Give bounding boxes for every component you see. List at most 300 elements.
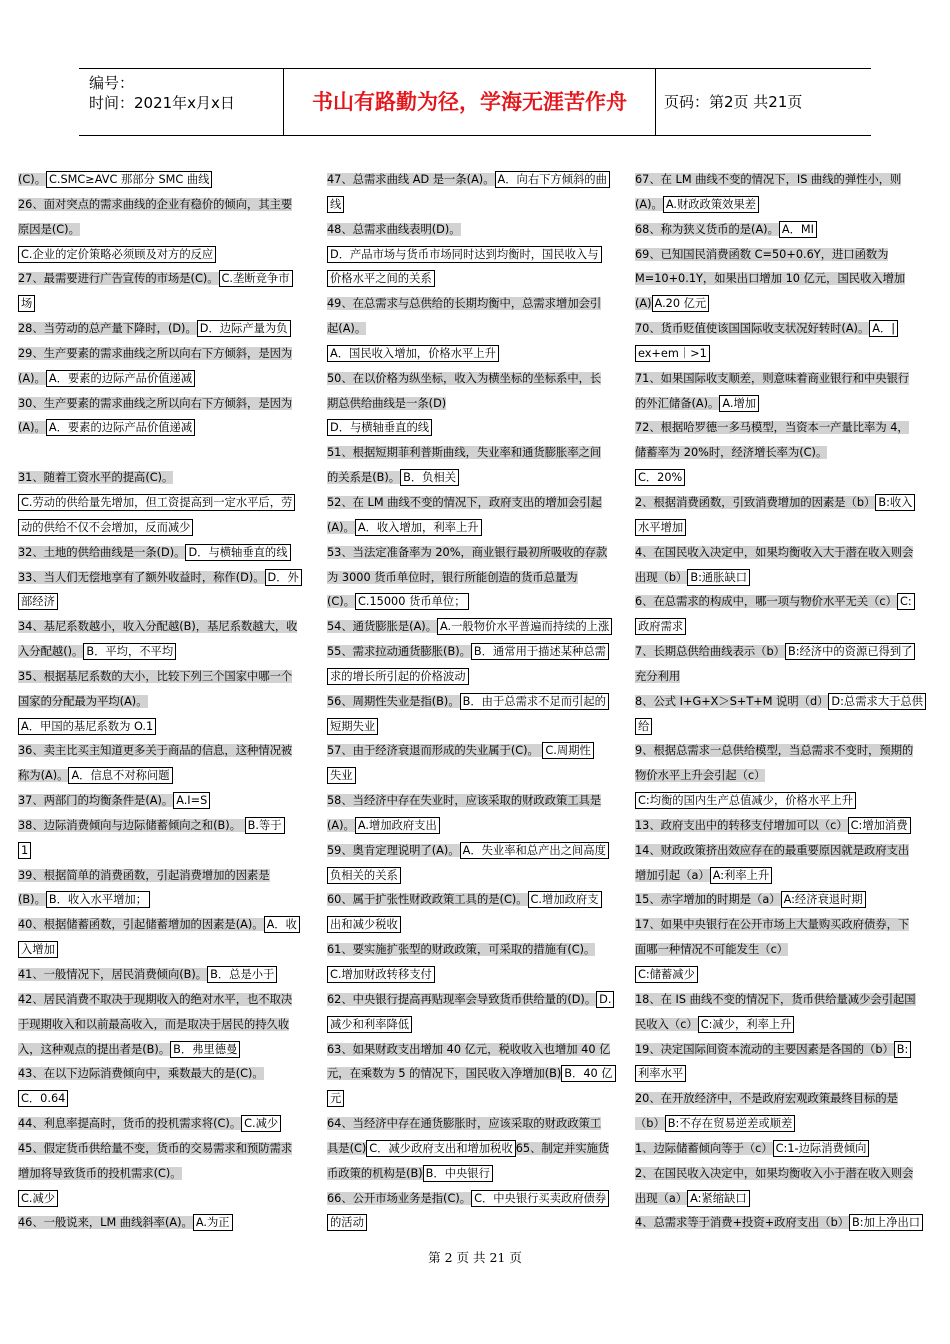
answer-box: A:利率上升 bbox=[710, 867, 773, 884]
text-column-3 bbox=[635, 168, 932, 1236]
text-line bbox=[18, 1112, 310, 1137]
question-text: 27、最需要进行广告宣传的市场是(C)。 bbox=[18, 272, 219, 286]
question-text: 4、总需求等于消费+投资+政府支出（b） bbox=[635, 1216, 850, 1230]
question-text: 33、当人们无偿地享有了额外收益时，称作(D)。 bbox=[18, 570, 265, 584]
text-line bbox=[18, 913, 310, 938]
answer-box: 失业 bbox=[327, 767, 356, 784]
question-text: 41、一般情况下，居民消费倾向(B)。 bbox=[18, 968, 208, 981]
text-line bbox=[18, 267, 310, 292]
text-line bbox=[18, 342, 310, 367]
text-line bbox=[18, 615, 310, 640]
text-line bbox=[327, 839, 623, 864]
question-text: 65、制定并实施货 bbox=[515, 1141, 610, 1155]
question-text: 增加引起（a） bbox=[635, 868, 710, 882]
answer-box: A.为正 bbox=[193, 1214, 233, 1231]
answer-box: B:不存在贸易逆差或顺差 bbox=[665, 1115, 796, 1132]
question-text: (B)。 bbox=[18, 893, 46, 907]
question-text: 36、卖主比买主知道更多关于商品的信息，这种情况被 bbox=[18, 744, 293, 758]
text-line bbox=[635, 739, 932, 764]
text-line bbox=[635, 292, 932, 317]
answer-box: A:经济衰退时期 bbox=[781, 891, 866, 908]
question-text: 增加将导致货币的投机需求(C)。 bbox=[18, 1166, 182, 1180]
text-line bbox=[18, 715, 310, 740]
answer-box: 水平增加 bbox=[635, 519, 686, 536]
text-line bbox=[635, 888, 932, 913]
text-line bbox=[635, 690, 932, 715]
question-text: 具是(C) bbox=[327, 1141, 367, 1155]
answer-box: C:增加消费 bbox=[848, 817, 911, 834]
text-line bbox=[18, 218, 310, 243]
question-text: （b） bbox=[635, 1117, 665, 1131]
text-line bbox=[18, 1187, 310, 1212]
text-line bbox=[18, 764, 310, 789]
answer-box: A．信息不对称问题 bbox=[68, 767, 172, 784]
text-column-2 bbox=[327, 168, 623, 1236]
answer-box: A．向右下方倾斜的曲 bbox=[495, 171, 610, 188]
answer-box: 入增加 bbox=[18, 941, 58, 958]
text-line bbox=[635, 839, 932, 864]
text-line bbox=[18, 541, 310, 566]
text-line bbox=[635, 715, 932, 740]
question-text: 出现（b） bbox=[635, 570, 688, 584]
question-text: 称为(A)。 bbox=[18, 769, 69, 783]
question-text: 64、当经济中存在通货膨胀时，应该采取的财政政策工 bbox=[327, 1117, 602, 1131]
text-line bbox=[18, 864, 310, 889]
question-text: 52、在 LM 曲线不变的情况下，政府支出的增加会引起 bbox=[327, 495, 602, 509]
text-line bbox=[327, 193, 623, 218]
text-line bbox=[327, 913, 623, 938]
text-line bbox=[18, 392, 310, 417]
text-line bbox=[635, 1162, 932, 1187]
question-text: 为 3000 货币单位时，银行所能创造的货币总量为 bbox=[327, 570, 578, 584]
text-line bbox=[327, 566, 623, 591]
question-text: 2、根据消费函数，引致消费增加的因素是（b） bbox=[635, 495, 876, 509]
text-line bbox=[327, 739, 623, 764]
text-line bbox=[327, 814, 623, 839]
header-meta bbox=[89, 73, 281, 113]
text-line bbox=[327, 441, 623, 466]
text-line bbox=[327, 516, 623, 541]
answer-box: C:减少，利率上升 bbox=[698, 1016, 795, 1033]
text-line bbox=[327, 615, 623, 640]
question-text: (A) bbox=[635, 297, 652, 311]
question-text: 71、如果国际收支顺差，则意味着商业银行和中央银行 bbox=[635, 371, 910, 385]
answer-box: A．要素的边际产品价值递减 bbox=[46, 370, 195, 387]
answer-box: A．收 bbox=[264, 916, 300, 933]
text-line bbox=[18, 1211, 310, 1236]
text-line bbox=[18, 839, 310, 864]
question-text: 46、一般说来，LM 曲线斜率(A)。 bbox=[18, 1216, 193, 1230]
text-line bbox=[327, 317, 623, 342]
text-line bbox=[635, 466, 932, 491]
text-line bbox=[18, 367, 310, 392]
answer-box: C.企业的定价策略必须顾及对方的反应 bbox=[18, 246, 216, 263]
text-line bbox=[18, 1038, 310, 1063]
text-line bbox=[18, 317, 310, 342]
document-time-label: 时间：2021年x月x日 bbox=[89, 94, 235, 112]
text-line bbox=[635, 1187, 932, 1212]
question-text: 50、在以价格为纵坐标，收入为横坐标的坐标系中，长 bbox=[327, 371, 602, 385]
question-text: 47、总需求曲线 AD 是一条(A)。 bbox=[327, 173, 495, 186]
header-divider bbox=[655, 69, 656, 135]
question-text: 4、在国民收入决定中，如果均衡收入大于潜在收入则会 bbox=[635, 545, 914, 559]
answer-box: D．与横轴垂直的线 bbox=[327, 419, 432, 436]
answer-box: A．甲国的基尼系数为 O.1 bbox=[18, 718, 156, 735]
text-line bbox=[18, 814, 310, 839]
text-line bbox=[635, 764, 932, 789]
question-text: (A)。 bbox=[635, 197, 663, 211]
answer-box: C．0.64 bbox=[18, 1090, 68, 1107]
question-text: 51、根据短期菲利普斯曲线，失业率和通货膨胀率之间 bbox=[327, 446, 602, 460]
text-line bbox=[327, 764, 623, 789]
text-line bbox=[635, 590, 932, 615]
text-line bbox=[18, 665, 310, 690]
text-line bbox=[635, 367, 932, 392]
header-motto: 书山有路勤为径，学海无涯苦作舟 bbox=[312, 89, 627, 114]
text-line bbox=[327, 267, 623, 292]
question-text: 70、货币贬值使该国国际收支状况好转时(A)。 bbox=[635, 322, 870, 336]
question-text: 民收入（c） bbox=[635, 1017, 698, 1031]
question-text: 69、已知国民消费函数 C=50+0.6Y，进口函数为 bbox=[635, 247, 889, 261]
question-text: (A)。 bbox=[18, 421, 46, 435]
answer-box: 利率水平 bbox=[635, 1065, 686, 1082]
question-text: 32、土地的供给曲线是一条(D)。 bbox=[18, 545, 186, 559]
answer-box: A.20 亿元 bbox=[652, 295, 710, 312]
question-text: 61、要实施扩张型的财政政策，可采取的措施有(C)。 bbox=[327, 943, 596, 957]
question-text: 20、在开放经济中，不是政府宏观政策最终目标的是 bbox=[635, 1092, 898, 1106]
text-line bbox=[635, 392, 932, 417]
answer-box: B．弗里德曼 bbox=[170, 1041, 240, 1058]
text-line bbox=[18, 193, 310, 218]
answer-box: C:1-边际消费倾向 bbox=[773, 1140, 870, 1157]
text-line bbox=[18, 1013, 310, 1038]
question-text: 72、根据哈罗德一多马模型，当资本一产量比率为 4， bbox=[635, 421, 909, 435]
answer-box: D. bbox=[596, 991, 614, 1008]
question-text: (A)。 bbox=[327, 520, 355, 534]
text-line bbox=[635, 814, 932, 839]
answer-box: C:均衡的国内生产总值减少，价格水平上升 bbox=[635, 792, 856, 809]
text-line bbox=[635, 1112, 932, 1137]
text-line bbox=[327, 1112, 623, 1137]
answer-box: 短期失业 bbox=[327, 718, 378, 735]
text-line bbox=[327, 888, 623, 913]
question-text: 原因是(C)。 bbox=[18, 222, 80, 236]
text-line bbox=[327, 715, 623, 740]
answer-box: C．20% bbox=[635, 469, 685, 486]
answer-box: C.增加政府支 bbox=[528, 891, 602, 908]
answer-box: C.周期性 bbox=[542, 742, 593, 759]
question-text: 13、政府支出中的转移支付增加可以（c） bbox=[635, 818, 848, 832]
question-text: 9、根据总需求一总供给模型，当总需求不变时，预期的 bbox=[635, 744, 914, 758]
question-text: 48、总需求曲线表明(D)。 bbox=[327, 222, 461, 236]
answer-box: C.劳动的供给量先增加，但工资提高到一定水平后，劳 bbox=[18, 494, 295, 511]
answer-box: A.增加政府支出 bbox=[355, 817, 440, 834]
question-text: 币政策的机构是(B) bbox=[327, 1166, 423, 1180]
question-text: 44、利息率提高时，货币的投机需求将(C)。 bbox=[18, 1117, 242, 1131]
text-line bbox=[18, 1087, 310, 1112]
text-line bbox=[18, 243, 310, 268]
question-text: 2、在国民收入决定中，如果均衡收入小于潜在收入则会 bbox=[635, 1166, 914, 1180]
answer-box: 动的供给不仅不会增加，反而减少 bbox=[18, 519, 193, 536]
question-text: 30、生产要素的需求曲线之所以向右下方倾斜，是因为 bbox=[18, 396, 293, 410]
text-line bbox=[635, 1137, 932, 1162]
question-text: 7、长期总供给曲线表示（b） bbox=[635, 645, 785, 659]
question-text: 充分利用 bbox=[635, 669, 681, 683]
answer-box: A．失业率和总产出之间高度 bbox=[460, 842, 609, 859]
question-text: 55、需求拉动通货膨胀(B)。 bbox=[327, 645, 471, 659]
answer-box: C.垄断竞争市 bbox=[219, 270, 293, 287]
answer-box: 部经济 bbox=[18, 593, 58, 610]
answer-box: A.增加 bbox=[719, 395, 759, 412]
text-line bbox=[18, 789, 310, 814]
text-line bbox=[327, 541, 623, 566]
answer-box: C.15000 货币单位； bbox=[355, 593, 469, 610]
answer-box: B．负相关 bbox=[400, 469, 459, 486]
text-line bbox=[635, 938, 932, 963]
answer-box: A.财政政策效果差 bbox=[663, 196, 759, 213]
question-text: 期总供给曲线是一条(D) bbox=[327, 396, 447, 410]
text-line bbox=[635, 441, 932, 466]
answer-box: 价格水平之间的关系 bbox=[327, 270, 435, 287]
answer-box: B:加上净出口 bbox=[849, 1214, 923, 1231]
answer-box: C．中央银行买卖政府债券 bbox=[471, 1190, 609, 1207]
text-line bbox=[635, 963, 932, 988]
text-line bbox=[18, 416, 310, 441]
text-line bbox=[635, 541, 932, 566]
text-line bbox=[327, 491, 623, 516]
text-line bbox=[327, 1187, 623, 1212]
question-text: 面哪一种情况不可能发生（c） bbox=[635, 943, 789, 957]
question-text: 出现（a） bbox=[635, 1191, 688, 1205]
answer-box: D．外 bbox=[265, 569, 302, 586]
answer-box: 元 bbox=[327, 1090, 344, 1107]
text-line bbox=[635, 317, 932, 342]
text-line bbox=[635, 267, 932, 292]
text-line bbox=[635, 1062, 932, 1087]
answer-box: D．与横轴垂直的线 bbox=[185, 544, 290, 561]
text-line bbox=[18, 1162, 310, 1187]
question-text: 的关系是(B)。 bbox=[327, 471, 401, 485]
text-line bbox=[327, 640, 623, 665]
text-line bbox=[327, 590, 623, 615]
answer-box: 场 bbox=[18, 295, 35, 312]
question-text: 42、居民消费不取决于现期收入的绝对水平，也不取决 bbox=[18, 992, 293, 1006]
text-line bbox=[18, 590, 310, 615]
answer-box: A．| bbox=[869, 320, 898, 337]
text-line bbox=[635, 566, 932, 591]
answer-box: 求的增长所引起的价格波动 bbox=[327, 668, 469, 685]
answer-box: B:通胀缺口 bbox=[687, 569, 750, 586]
text-line bbox=[327, 864, 623, 889]
text-line bbox=[635, 789, 932, 814]
text-line bbox=[327, 243, 623, 268]
question-text: 储蓄率为 20%时，经济增长率为(C)。 bbox=[635, 446, 828, 460]
answer-box: B．总是小于 bbox=[207, 966, 277, 983]
text-line bbox=[327, 218, 623, 243]
text-line bbox=[635, 342, 932, 367]
answer-box: B．中央银行 bbox=[423, 1165, 493, 1182]
text-line bbox=[327, 690, 623, 715]
question-text: (C)。 bbox=[327, 595, 355, 609]
answer-box: B．通常用于描述某种总需 bbox=[471, 643, 609, 660]
page-header bbox=[79, 68, 871, 136]
answer-box: A．MI bbox=[779, 221, 817, 238]
answer-box: B.等于 bbox=[245, 817, 285, 834]
text-line bbox=[18, 988, 310, 1013]
question-text: 38、边际消费倾向与边际储蓄倾向之和(B)。 bbox=[18, 818, 245, 832]
page-footer: 第 2 页 共 21 页 bbox=[428, 1250, 522, 1265]
answer-box: 减少和利率降低 bbox=[327, 1016, 412, 1033]
question-text: 49、在总需求与总供给的长期均衡中，总需求增加会引 bbox=[327, 297, 602, 311]
question-text: 66、公开市场业务是指(C)。 bbox=[327, 1191, 472, 1205]
answer-box: 出和减少税收 bbox=[327, 916, 401, 933]
answer-box: B．平均，不平均 bbox=[83, 643, 176, 660]
question-text: 起(A)。 bbox=[327, 322, 367, 336]
answer-box: C．减少政府支出和增加税收 bbox=[366, 1140, 515, 1157]
text-line bbox=[635, 516, 932, 541]
question-text: 53、当法定准备率为 20%，商业银行最初所吸收的存款 bbox=[327, 545, 608, 559]
text-line bbox=[635, 615, 932, 640]
answer-box: D．边际产量为负 bbox=[197, 320, 291, 337]
question-text: 39、根据简单的消费函数，引起消费增加的因素是 bbox=[18, 868, 270, 882]
text-line bbox=[635, 1038, 932, 1063]
answer-box: 负相关的关系 bbox=[327, 867, 401, 884]
document-number-label: 编号： bbox=[89, 74, 135, 92]
answer-box: B: bbox=[894, 1041, 912, 1058]
question-text: 28、当劳动的总产量下降时，(D)。 bbox=[18, 322, 197, 336]
question-text: (A)。 bbox=[18, 371, 46, 385]
question-text: 26、面对突点的需求曲线的企业有稳价的倾向，其主要 bbox=[18, 197, 293, 211]
text-line bbox=[327, 1038, 623, 1063]
text-line bbox=[327, 1162, 623, 1187]
answer-box: C.减少 bbox=[241, 1115, 281, 1132]
text-line bbox=[327, 168, 623, 193]
text-line bbox=[635, 243, 932, 268]
question-text: 56、周期性失业是指(B)。 bbox=[327, 694, 460, 708]
question-text: 54、通货膨胀是(A)。 bbox=[327, 620, 437, 634]
text-line bbox=[18, 292, 310, 317]
question-text: (C)。 bbox=[18, 173, 46, 186]
text-line bbox=[635, 168, 932, 193]
question-text: 34、基尼系数越小，收入分配越(B)，基尼系数越大，收 bbox=[18, 620, 298, 634]
answer-box: A.I=S bbox=[173, 792, 210, 809]
text-line bbox=[327, 1013, 623, 1038]
question-text: 62、中央银行提高再贴现率会导致货币供给量的(D)。 bbox=[327, 992, 597, 1006]
question-text: 58、当经济中存在失业时，应该采取的财政政策工具是 bbox=[327, 794, 602, 808]
text-line bbox=[635, 491, 932, 516]
answer-box: D:总需求大于总供 bbox=[828, 693, 926, 710]
text-line bbox=[635, 1211, 932, 1236]
text-line bbox=[635, 218, 932, 243]
text-line bbox=[327, 1087, 623, 1112]
text-line bbox=[327, 1062, 623, 1087]
answer-box: 的活动 bbox=[327, 1214, 367, 1231]
question-text: 入，这种观点的提出者是(B)。 bbox=[18, 1042, 171, 1056]
text-column-1 bbox=[18, 168, 310, 1236]
answer-box: A.一般物价水平普遍而持续的上涨 bbox=[437, 618, 612, 635]
question-text: 入分配越()。 bbox=[18, 645, 84, 659]
text-line bbox=[18, 516, 310, 541]
question-text: 6、在总需求的构成中，哪一项与物价水平无关（c） bbox=[635, 595, 897, 609]
text-line bbox=[635, 1013, 932, 1038]
question-text: 14、财政政策挤出效应存在的最重要原因就是政府支出 bbox=[635, 843, 910, 857]
answer-box: C.减少 bbox=[18, 1190, 58, 1207]
question-text: 37、两部门的均衡条件是(A)。 bbox=[18, 794, 174, 808]
answer-box: ex+em｜>1 bbox=[635, 345, 710, 362]
question-text: 45、假定货币供给量不变，货币的交易需求和预防需求 bbox=[18, 1141, 293, 1155]
question-text: 68、称为狭义货币的是(A)。 bbox=[635, 222, 779, 236]
answer-box: A．要素的边际产品价值递减 bbox=[46, 419, 195, 436]
question-text: 17、如果中央银行在公开市场上大量购买政府债券，下 bbox=[635, 918, 910, 932]
question-text: 的外汇储备(A)。 bbox=[635, 396, 720, 410]
question-text: 元，在乘数为 5 的情况下，国民收入净增加(B) bbox=[327, 1067, 562, 1081]
question-text: 63、如果财政支出增加 40 亿元，税收收入也增加 40 亿 bbox=[327, 1042, 611, 1056]
question-text: 物价水平上升会引起（c） bbox=[635, 769, 766, 783]
question-text: 国家的分配最为平均(A)。 bbox=[18, 694, 148, 708]
question-text: 1、边际储蓄倾向等于（c） bbox=[635, 1141, 773, 1155]
text-line bbox=[327, 789, 623, 814]
text-line bbox=[327, 1211, 623, 1236]
answer-box: A．国民收入增加，价格水平上升 bbox=[327, 345, 499, 362]
text-line bbox=[327, 416, 623, 441]
text-line bbox=[327, 466, 623, 491]
header-page-info: 页码：第2页 共21页 bbox=[664, 93, 803, 111]
text-line bbox=[327, 342, 623, 367]
text-line bbox=[18, 938, 310, 963]
question-text: 29、生产要素的需求曲线之所以向右下方倾斜，是因为 bbox=[18, 346, 293, 360]
answer-box: C.SMC≥AVC 那部分 SMC 曲线 bbox=[46, 171, 212, 188]
text-line bbox=[635, 864, 932, 889]
question-text: 40、根据储蓄函数，引起储蓄增加的因素是(A)。 bbox=[18, 918, 264, 932]
text-line bbox=[18, 491, 310, 516]
text-line bbox=[635, 913, 932, 938]
text-line bbox=[18, 739, 310, 764]
text-line bbox=[18, 1062, 310, 1087]
text-line bbox=[18, 1137, 310, 1162]
answer-box: 政府需求 bbox=[635, 618, 686, 635]
answer-box: 1 bbox=[18, 842, 31, 859]
text-line bbox=[327, 292, 623, 317]
question-text: 59、奥肯定理说明了(A)。 bbox=[327, 843, 460, 857]
question-text: 67、在 LM 曲线不变的情况下，IS 曲线的弹性小，则 bbox=[635, 173, 902, 186]
question-text: 31、随着工资水平的提高(C)。 bbox=[18, 471, 174, 485]
text-line bbox=[635, 640, 932, 665]
text-line bbox=[635, 193, 932, 218]
text-line bbox=[18, 441, 310, 466]
text-line bbox=[327, 367, 623, 392]
answer-box: B．收入水平增加； bbox=[46, 891, 150, 908]
text-line bbox=[18, 690, 310, 715]
question-text: 60、属于扩张性财政政策工具的是(C)。 bbox=[327, 893, 528, 907]
text-line bbox=[327, 938, 623, 963]
answer-box: B:经济中的资源已得到了 bbox=[785, 643, 916, 660]
answer-box: 给 bbox=[635, 718, 652, 735]
text-line bbox=[18, 888, 310, 913]
text-line bbox=[18, 963, 310, 988]
question-text: 于现期收入和以前最高收入，而是取决于居民的持久收 bbox=[18, 1017, 290, 1031]
text-line bbox=[327, 988, 623, 1013]
text-line bbox=[635, 1087, 932, 1112]
question-text: 18、在 IS 曲线不变的情况下，货币供给量减少会引起国 bbox=[635, 992, 916, 1006]
text-line bbox=[635, 988, 932, 1013]
question-text: (A)。 bbox=[327, 818, 355, 832]
answer-box: 线 bbox=[327, 196, 344, 213]
answer-box: B．40 亿 bbox=[561, 1065, 615, 1082]
text-line bbox=[327, 665, 623, 690]
answer-box: B．由于总需求不足而引起的 bbox=[460, 693, 609, 710]
text-line bbox=[635, 416, 932, 441]
answer-box: C:储蓄减少 bbox=[635, 966, 698, 983]
